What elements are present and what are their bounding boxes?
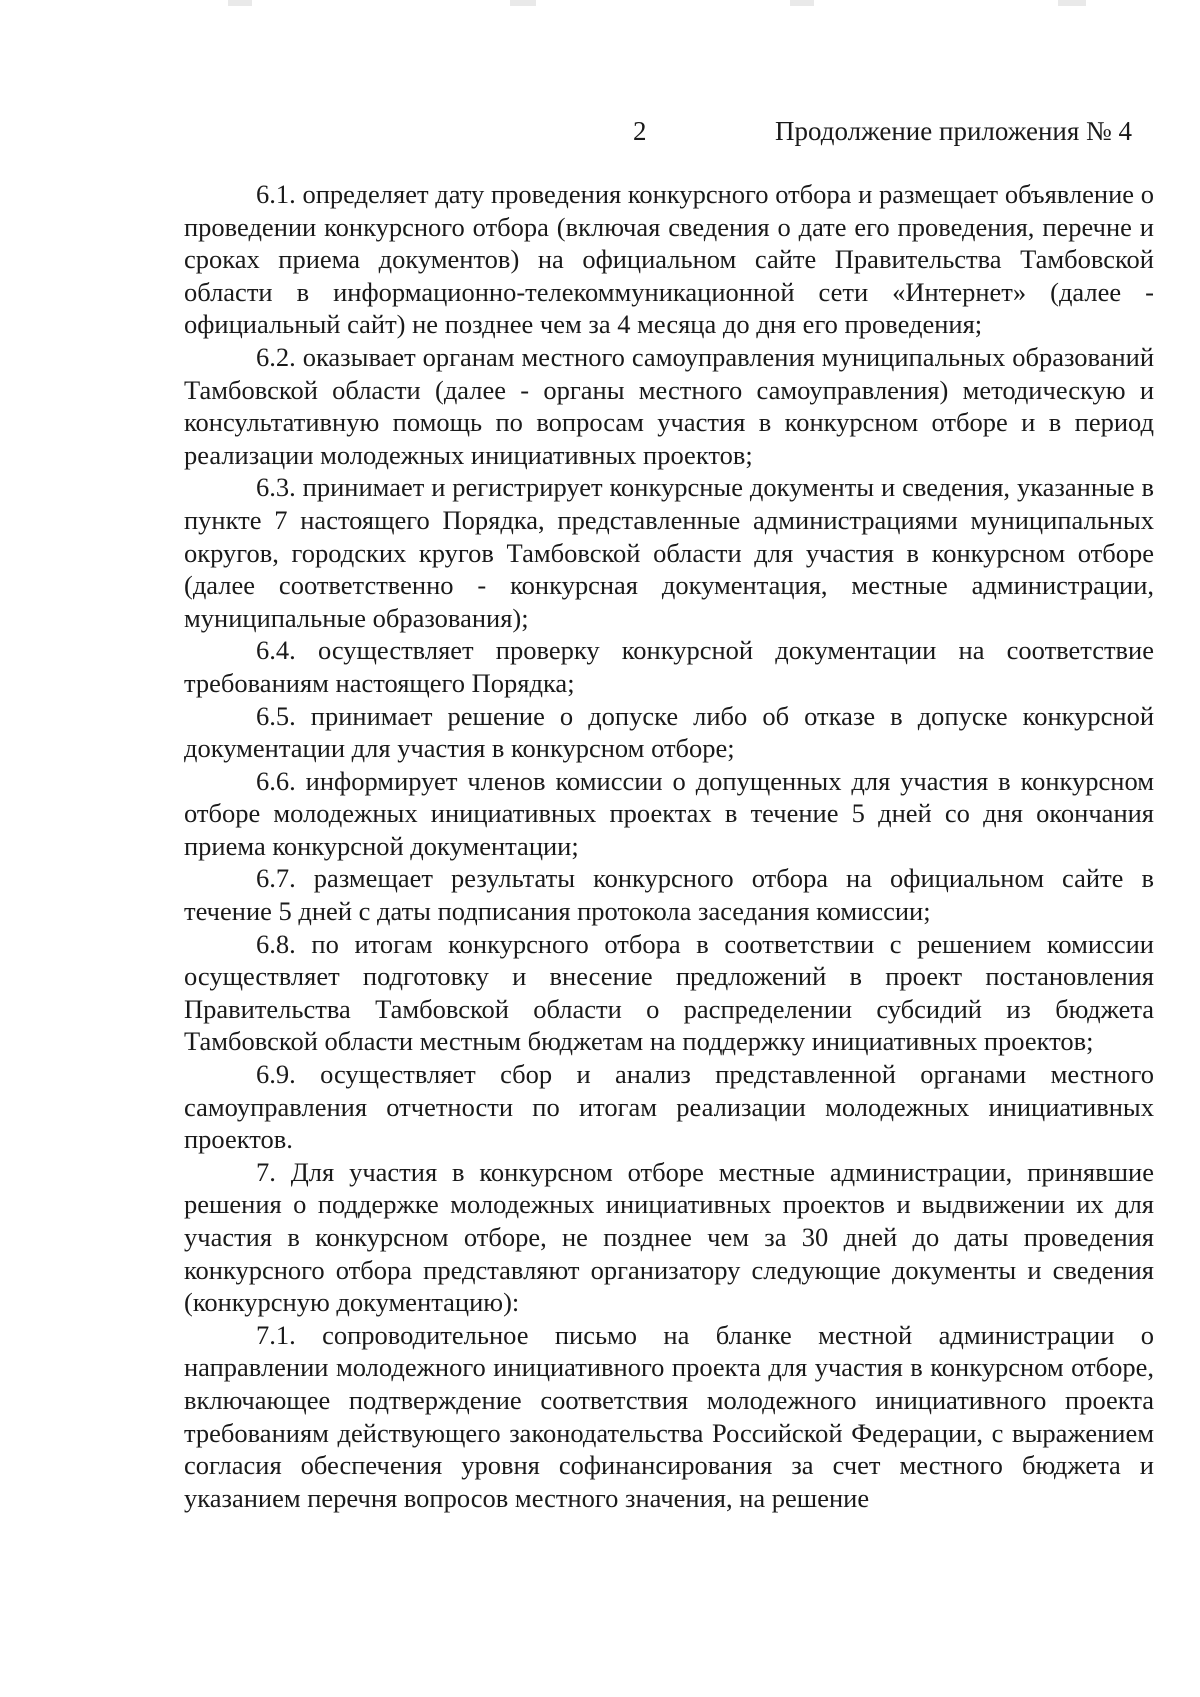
- page-number: 2: [633, 116, 647, 146]
- paragraph-6-8: 6.8. по итогам конкурсного отбора в соответствии с решением комиссии осуществляет подготовку и внесение предложений в проект постановления Правительства Тамбовской области о распределении субсидий из бюджета Тамбовской области местным бюджетам на поддержку инициативных проектов;: [184, 928, 1154, 1057]
- paragraph-6-6: 6.6. информирует членов комиссии о допущенных для участия в конкурсном отборе молодежных инициативных проектах в течение 5 дней со дня окончания приема конкурсной документации;: [184, 765, 1154, 861]
- page-header: [0, 116, 1200, 156]
- document-body: [184, 178, 1154, 1514]
- scan-edge-mark: [790, 0, 814, 6]
- scan-edge-mark: [510, 0, 536, 6]
- scan-edge-mark: [228, 0, 252, 6]
- appendix-continuation-note: Продолжение приложения № 4: [775, 116, 1133, 146]
- paragraph-6-2: 6.2. оказывает органам местного самоуправления муниципальных образований Тамбовской области (далее - органы местного самоуправления) методическую и консультативную помощь по вопросам участия в конкурсном отборе и в период реализации молодежных инициативных проектов;: [184, 341, 1154, 470]
- paragraph-6-7: 6.7. размещает результаты конкурсного отбора на официальном сайте в течение 5 дней с даты подписания протокола заседания комиссии;: [184, 863, 1154, 927]
- paragraph-7-1: 7.1. сопроводительное письмо на бланке местной администрации о направлении молодежного инициативного проекта для участия в конкурсном отборе, включающее подтверждение соответствия молодежного инициативного проекта требованиям действующего законодательства Российской Федерации, с выражением согласия обеспечения уровня софинансирования за счет местного бюджета и указанием перечня вопросов местного значения, на решение: [184, 1319, 1154, 1513]
- paragraph-6-4: 6.4. осуществляет проверку конкурсной документации на соответствие требованиям настоящего Порядка;: [184, 635, 1154, 698]
- paragraph-6-1: 6.1. определяет дату проведения конкурсного отбора и размещает объявление о проведении конкурсного отбора (включая сведения о дате его проведения, перечне и сроках приема документов) на официальном сайте Правительства Тамбовской области в информационно-телекоммуникационной сети «Интернет» (далее - официальный сайт) не позднее чем за 4 месяца до дня его проведения;: [184, 179, 1154, 340]
- paragraph-6-9: 6.9. осуществляет сбор и анализ представленной органами местного самоуправления отчетности по итогам реализации молодежных инициативных проектов.: [184, 1059, 1154, 1155]
- scan-edge-mark: [1058, 0, 1086, 6]
- paragraph-6-3: 6.3. принимает и регистрирует конкурсные документы и сведения, указанные в пункте 7 настоящего Порядка, представленные администрациями муниципальных округов, городских кругов Тамбовской области для участия в конкурсном отборе (далее соответственно - конкурсная документация, местные администрации, муниципальные образования);: [184, 472, 1154, 633]
- paragraph-6-5: 6.5. принимает решение о допуске либо об отказе в допуске конкурсной документации для участия в конкурсном отборе;: [184, 700, 1154, 764]
- paragraph-7: 7. Для участия в конкурсном отборе местные администрации, принявшие решения о поддержке молодежных инициативных проектов и выдвижении их для участия в конкурсном отборе, не позднее чем за 30 дней до даты проведения конкурсного отбора представляют организатору следующие документы и сведения (конкурсную документацию):: [184, 1156, 1154, 1318]
